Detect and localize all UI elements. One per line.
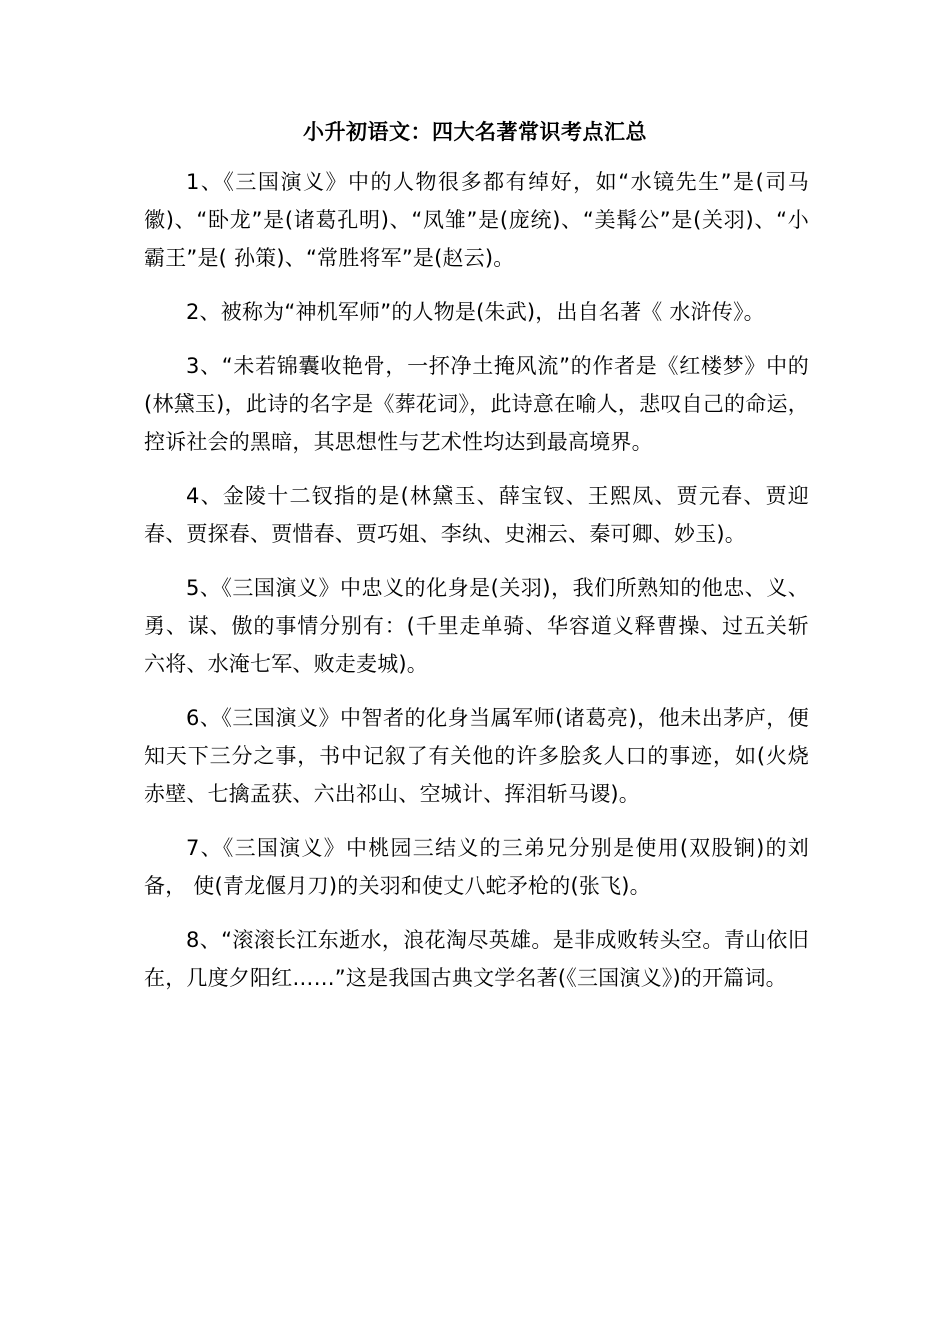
paragraph-8: 8、“滚滚长江东逝水，浪花淘尽英雄。是非成败转头空。青山依旧在，几度夕阳红……”这是我国古典文学名著(《三国演义》)的开篇词。 [144, 928, 809, 990]
document-title: 小升初语文：四大名著常识考点汇总 [303, 120, 647, 144]
paragraph-1: 1、《三国演义》中的人物很多都有绰好，如“水镜先生”是(司马徽)、“卧龙”是(诸葛孔明)、“凤雏”是(庞统)、“美髯公”是(关羽)、“小霸王”是( 孙策)、“常胜将军”是(赵云)。 [144, 170, 809, 270]
document-body [144, 163, 809, 1013]
paragraph-6: 6、《三国演义》中智者的化身当属军师(诸葛亮)，他未出茅庐，便知天下三分之事，书中记叙了有关他的许多脍炙人口的事迹，如(火烧赤壁、七擒孟获、六出祁山、空城计、挥泪斩马谡)。 [144, 706, 809, 806]
paragraph-3: 3、“未若锦囊收艳骨，一抔净土掩风流”的作者是《红楼梦》中的(林黛玉)，此诗的名字是《葬花词》，此诗意在喻人，悲叹自己的命运，控诉社会的黑暗，其思想性与艺术性均达到最高境界。 [144, 354, 809, 454]
paragraph-4: 4、金陵十二钗指的是(林黛玉、薛宝钗、王熙凤、贾元春、贾迎春、贾探春、贾惜春、贾巧姐、李纨、史湘云、秦可卿、妙玉)。 [144, 484, 809, 546]
paragraph-7: 7、《三国演义》中桃园三结义的三弟兄分别是使用(双股锏)的刘备， 使(青龙偃月刀)的关羽和使丈八蛇矛枪的(张飞)。 [144, 836, 809, 898]
paragraph-5: 5、《三国演义》中忠义的化身是(关羽)，我们所熟知的他忠、义、勇、谋、傲的事情分别有：(千里走单骑、华容道义释曹操、过五关斩六将、水淹七军、败走麦城)。 [144, 576, 809, 676]
paragraph-2: 2、被称为“神机军师”的人物是(朱武)，出自名著《 水浒传》。 [186, 300, 765, 324]
